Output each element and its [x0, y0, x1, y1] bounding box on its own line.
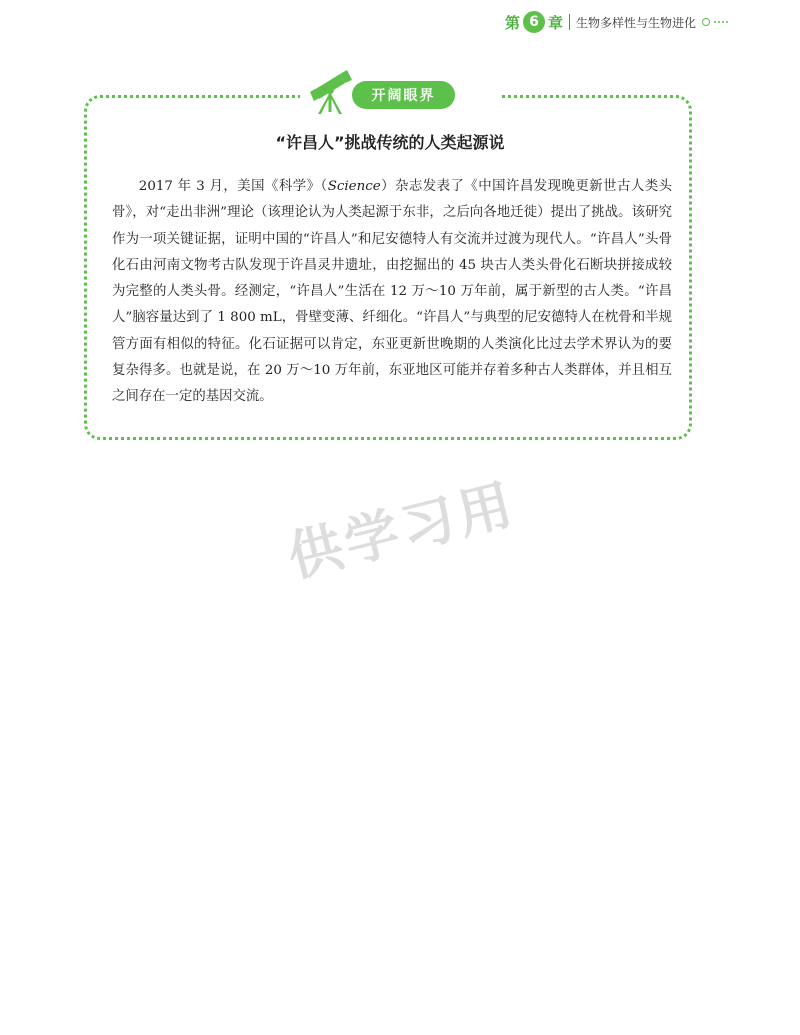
chapter-suffix: 章	[547, 13, 563, 32]
chapter-marker	[505, 11, 563, 33]
section-badge-group	[300, 68, 500, 118]
header-divider	[569, 14, 570, 30]
chapter-prefix: 第	[504, 13, 520, 32]
chapter-title: 生物多样性与生物进化	[575, 15, 696, 30]
watermark: 供学习用	[281, 470, 523, 590]
section-badge: 开阔眼界	[352, 81, 455, 109]
telescope-icon	[310, 68, 352, 114]
article-text-italic: Science	[327, 179, 381, 194]
header-dots-ornament	[702, 18, 728, 26]
page-header	[505, 8, 728, 36]
article-title: “许昌人”挑战传统的人类起源说	[275, 133, 505, 152]
chapter-number: 6	[523, 11, 545, 33]
article-body	[112, 174, 672, 411]
article-text-2: ）杂志发表了《中国许昌发现晚更新世古人类头骨》，对“走出非洲”理论（该理论认为人类起源于东非，之后向各地迁徙）提出了挑战。该研究作为一项关键证据，证明中国的“许昌人”和尼安德特人有交流并过渡为现代人。“许昌人”头骨化石由河南文物考古队发现于许昌灵井遗址，由挖掘出的 45 块古人类头骨化石断块拼接成较为完整的人类头骨。经测定，“许昌人”生活在 12 万～10 万年前，属于新型的古人类。“许昌人”脑容量达到了 1 800 mL，骨壁变薄、纤细化。“许昌人”与典型的尼安德特人在枕骨和半规管方面有相似的特征。化石证据可以肯定，东亚更新世晚期的人类演化比过去学术界认为的要复杂得多。也就是说，在 20 万～10 万年前，东亚地区可能并存着多种古人类群体，并且相互之间存在一定的基因交流。	[112, 179, 673, 405]
article-text-1: 2017 年 3 月，美国《科学》（	[138, 179, 328, 194]
